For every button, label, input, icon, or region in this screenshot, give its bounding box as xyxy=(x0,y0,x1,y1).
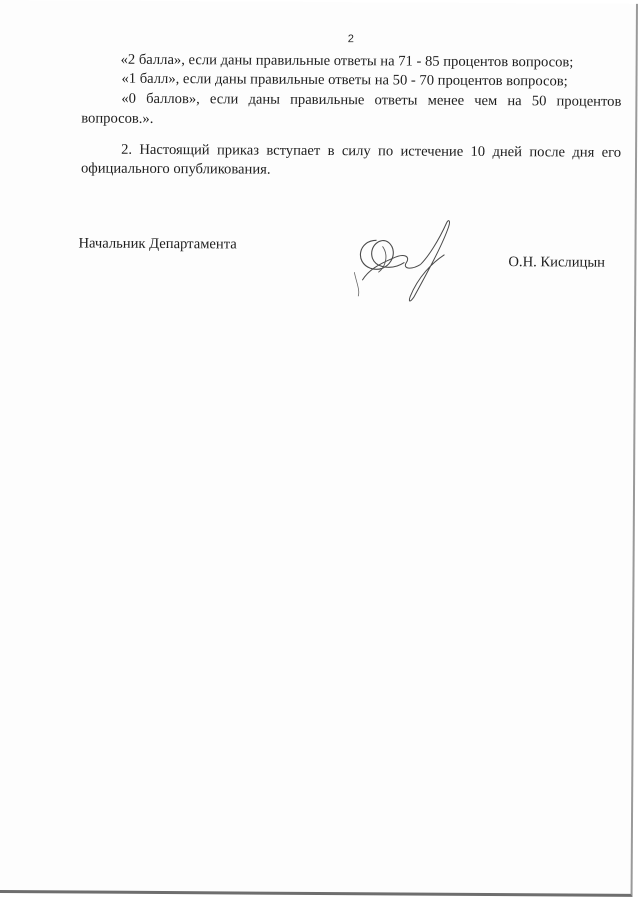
paragraph-line-6: официального опубликования. xyxy=(80,160,271,178)
paragraph-line-1: «2 балла», если даны правильные ответы на 71 - 85 процентов вопросов; xyxy=(120,51,574,71)
paragraph-line-2: «1 балл», если даны правильные ответы на 50 - 70 процентов вопросов; xyxy=(121,70,568,90)
paragraph-line-3: «0 баллов», если даны правильные ответы менее чем на 50 процентов xyxy=(121,90,622,110)
page-number: 2 xyxy=(347,33,354,46)
signatory-name: О.Н. Кислицын xyxy=(508,254,606,271)
signatory-title: Начальник Департамента xyxy=(78,235,237,253)
paragraph-line-4: вопросов.». xyxy=(81,110,154,127)
paragraph-line-5: 2. Настоящий приказ вступает в силу по истечение 10 дней после дня его xyxy=(121,141,622,161)
handwritten-signature xyxy=(348,210,459,311)
